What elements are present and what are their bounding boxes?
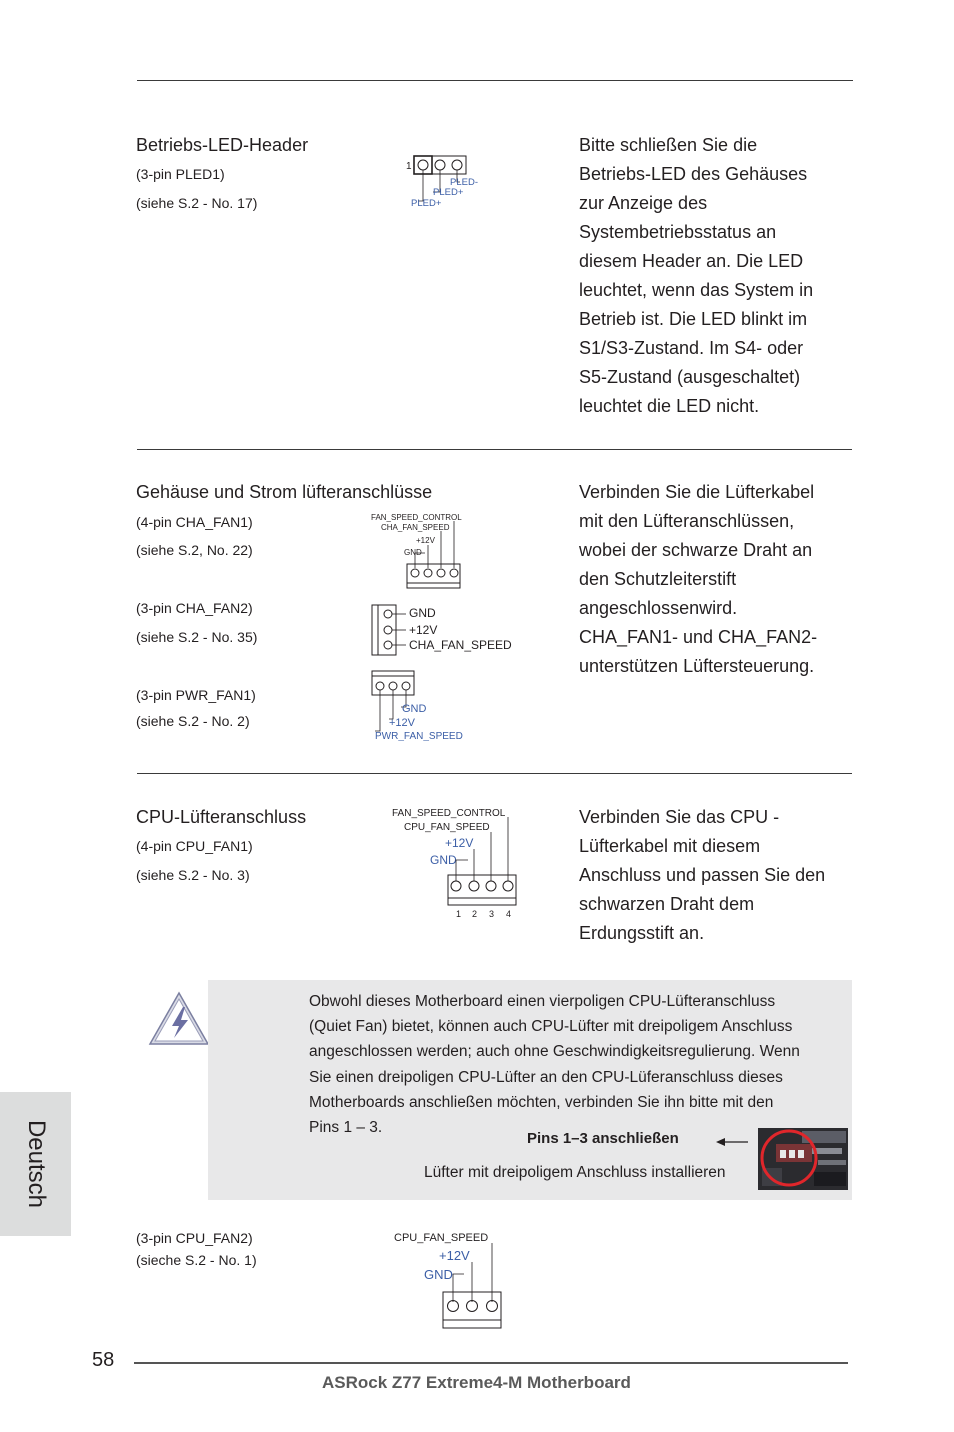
desc-line: Verbinden Sie das CPU -	[579, 807, 780, 827]
cpu-sub2: (siehe S.2 - No. 3)	[136, 867, 250, 883]
cha2-sub1: (3-pin CHA_FAN2)	[136, 600, 253, 616]
warning-icon	[148, 990, 212, 1048]
motherboard-photo	[758, 1128, 848, 1190]
cha1-12v-label: +12V	[416, 536, 435, 545]
desc-line: Bitte schließen Sie die	[579, 135, 758, 155]
desc-line: leuchtet, wenn das System in	[579, 280, 814, 300]
cha-fan1-diagram	[370, 511, 470, 591]
desc-line: diesem Header an. Die LED	[579, 251, 804, 271]
pled-plus-label-1: PLED+	[433, 187, 464, 198]
note-line: Sie einen dreipoligen CPU-Lüfter an den CPU-Lüferanschluss dieses	[309, 1068, 783, 1086]
led-sub1: (3-pin PLED1)	[136, 166, 225, 182]
pled-pin1-label: 1	[406, 161, 412, 172]
desc-line: Anschluss und passen Sie den	[579, 865, 826, 885]
footer-title: ASRock Z77 Extreme4-M Motherboard	[322, 1373, 631, 1392]
desc-line: Systembetriebsstatus an	[579, 222, 777, 242]
fan-description	[579, 478, 851, 681]
cha-fan2-diagram	[370, 603, 520, 659]
cpu-description	[579, 803, 851, 948]
led-description	[579, 131, 851, 421]
fan-title: Gehäuse und Strom lüfteranschlüsse	[136, 482, 433, 502]
cpu2-gnd-label: GND	[424, 1267, 453, 1282]
desc-line: Erdungsstift an.	[579, 923, 705, 943]
pled-plus-label-2: PLED+	[411, 198, 442, 209]
footer-rule	[134, 1362, 848, 1364]
desc-line: S1/S3-Zustand. Im S4- oder	[579, 338, 804, 358]
note-line: Pins 1 – 3.	[309, 1119, 383, 1137]
language-tab-label: Deutsch	[22, 1119, 50, 1209]
desc-line: Betriebs-LED des Gehäuses	[579, 164, 808, 184]
cpu2-sub1: (3-pin CPU_FAN2)	[136, 1230, 253, 1246]
pwr-sub2: (siehe S.2 - No. 2)	[136, 713, 250, 729]
cpu2-speed-label: CPU_FAN_SPEED	[394, 1232, 489, 1244]
cha1-gnd-label: GND	[404, 548, 422, 557]
pwr-fan1-diagram	[370, 669, 470, 741]
cha1-sub1: (4-pin CHA_FAN1)	[136, 514, 253, 530]
section-divider	[137, 773, 852, 774]
desc-line: zur Anzeige des	[579, 193, 708, 213]
note-line: angeschlossen werden; auch ohne Geschwindigkeitsregulierung. Wenn	[309, 1043, 800, 1061]
note-install-label: Lüfter mit dreipoligem Anschluss installieren	[424, 1164, 726, 1181]
desc-line: den Schutzleiterstift	[579, 569, 737, 589]
desc-line: leuchtet die LED nicht.	[579, 396, 760, 416]
page-number: 58	[92, 1349, 115, 1371]
cpu1-fan-speed-control-label: FAN_SPEED_CONTROL	[392, 808, 506, 819]
cpu-title: CPU-Lüfteranschluss	[136, 807, 307, 827]
cpu1-pin-number: 3	[489, 909, 495, 919]
arrow-left-icon	[716, 1136, 750, 1148]
desc-line: Verbinden Sie die Lüfterkabel	[579, 482, 815, 502]
cha2-gnd-label: GND	[409, 606, 436, 620]
cpu1-gnd-label: GND	[430, 853, 457, 867]
cpu2-sub2: (sieche S.2 - No. 1)	[136, 1252, 257, 1268]
cpu1-pin-number: 2	[472, 909, 478, 919]
cha1-sub2: (siehe S.2, No. 22)	[136, 542, 253, 558]
pwr-12v-label: +12V	[389, 717, 415, 729]
cpu1-pin-number: 1	[456, 909, 462, 919]
pwr-speed-label: PWR_FAN_SPEED	[375, 731, 463, 741]
cpu1-pin-number: 4	[506, 909, 512, 919]
cpu-fan1-diagram	[390, 805, 520, 923]
cpu1-12v-label: +12V	[445, 836, 474, 850]
note-line: (Quiet Fan) bietet, können auch CPU-Lüfter mit dreipoligem Anschluss	[309, 1018, 793, 1036]
top-rule	[137, 80, 853, 81]
cha1-fan-speed-control-label: FAN_SPEED_CONTROL	[371, 513, 462, 522]
desc-line: mit den Lüfteranschlüssen,	[579, 511, 795, 531]
cpu-sub1: (4-pin CPU_FAN1)	[136, 838, 253, 854]
desc-line: schwarzen Draht dem	[579, 894, 755, 914]
desc-line: angeschlossenwird.	[579, 598, 738, 618]
pled-minus-label: PLED-	[450, 177, 478, 188]
desc-line: Betrieb ist. Die LED blinkt im	[579, 309, 808, 329]
note-text	[309, 989, 849, 1140]
desc-line: wobei der schwarze Draht an	[579, 540, 813, 560]
pwr-sub1: (3-pin PWR_FAN1)	[136, 687, 256, 703]
pled-header-diagram	[404, 152, 494, 210]
note-line: Obwohl dieses Motherboard einen vierpoligen CPU-Lüfteranschluss	[309, 993, 776, 1010]
note-bold-label: Pins 1–3 anschließen	[527, 1130, 679, 1147]
led-sub2: (siehe S.2 - No. 17)	[136, 195, 258, 211]
language-side-tab	[0, 1092, 71, 1236]
section-divider	[137, 449, 852, 450]
desc-line: Lüfterkabel mit diesem	[579, 836, 761, 856]
cha2-speed-label: CHA_FAN_SPEED	[409, 638, 512, 652]
desc-line: CHA_FAN1- und CHA_FAN2-	[579, 627, 818, 647]
desc-line: unterstützen Lüftersteuerung.	[579, 656, 815, 676]
led-title: Betriebs-LED-Header	[136, 135, 309, 155]
cpu1-cpu-fan-speed-label: CPU_FAN_SPEED	[404, 822, 490, 833]
note-line: Motherboards anschließen möchten, verbinden Sie ihn bitte mit den	[309, 1093, 774, 1111]
desc-line: S5-Zustand (ausgeschaltet)	[579, 367, 801, 387]
cha2-12v-label: +12V	[409, 623, 438, 637]
pwr-gnd-label: GND	[402, 703, 427, 715]
cpu-fan2-diagram	[392, 1228, 508, 1332]
cpu2-12v-label: +12V	[439, 1248, 470, 1263]
cha2-sub2: (siehe S.2 - No. 35)	[136, 629, 258, 645]
cha1-cha-fan-speed-label: CHA_FAN_SPEED	[381, 523, 450, 532]
